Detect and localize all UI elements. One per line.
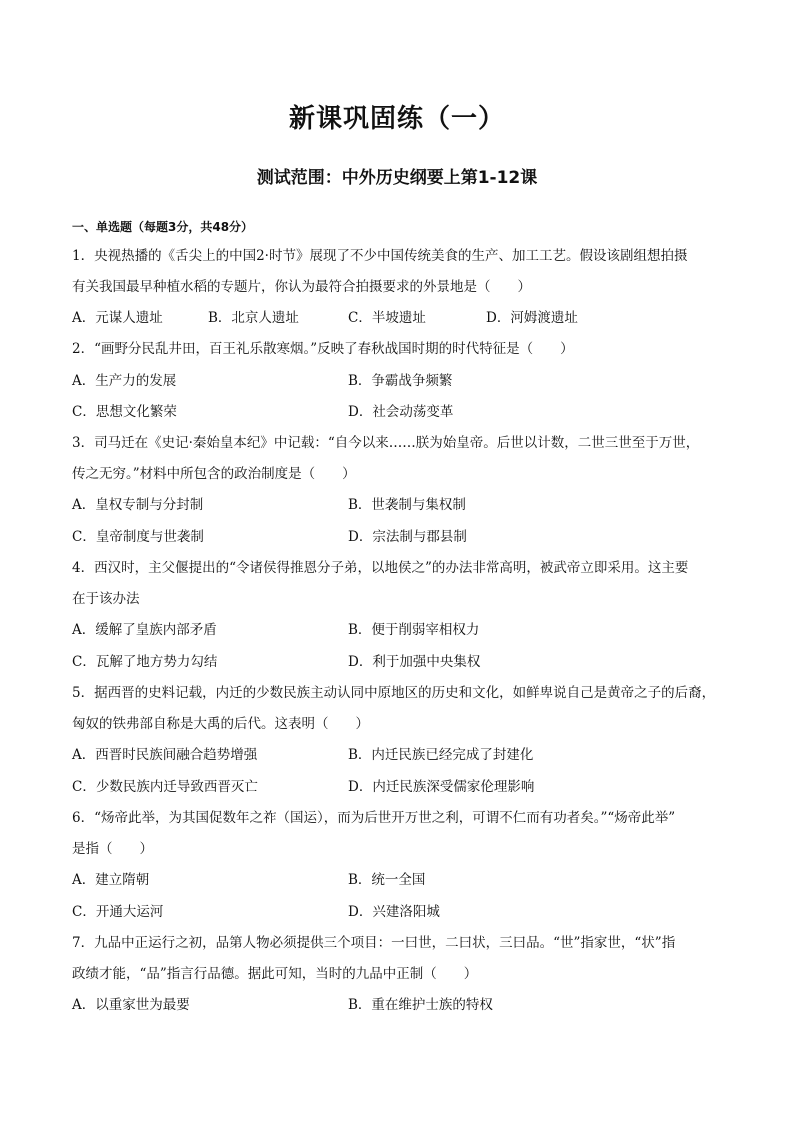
question-7-line-2: 政绩才能，“品”指言行品德。据此可知，当时的九品中正制（ ） <box>72 966 478 982</box>
question-4-options-row-2 <box>72 650 732 670</box>
option-a: A．建立隋朝 <box>72 872 150 888</box>
page-title: 新课巩固练（一） <box>288 104 505 134</box>
question-3-line-1: 3．司马迁在《史记·秦始皇本纪》中记载：“自今以来……朕为始皇帝。后世以计数，二世三世至于万世， <box>72 435 700 451</box>
option-d: D．河姆渡遗址 <box>486 310 578 326</box>
option-b: B．内迁民族已经完成了封建化 <box>348 747 534 763</box>
option-b: B．北京人遗址 <box>208 310 299 326</box>
question-5-options-row-1 <box>72 743 732 763</box>
question-6-line-2: 是指（ ） <box>72 841 153 857</box>
question-1-options <box>72 306 732 326</box>
option-a: A．缓解了皇族内部矛盾 <box>72 622 217 638</box>
question-4-line-1: 4．西汉时，主父偃提出的“令诸侯得推恩分子弟，以地侯之”的办法非常高明，被武帝立即采用。这主要 <box>72 560 689 576</box>
question-5-line-1: 5．据西晋的史料记载，内迁的少数民族主动认同中原地区的历史和文化，如鲜卑说自己是黄帝之子的后裔， <box>72 685 716 701</box>
question-5-options-row-2 <box>72 775 732 795</box>
section-heading: 一、单选题（每题3分，共48分） <box>72 220 254 234</box>
question-5-line-2: 匈奴的铁弗部自称是大禹的后代。这表明（ ） <box>72 716 369 732</box>
option-c: C．少数民族内迁导致西晋灭亡 <box>72 779 258 795</box>
option-a: A．以重家世为最要 <box>72 997 190 1013</box>
option-a: A．生产力的发展 <box>72 373 177 389</box>
option-a: A．西晋时民族间融合趋势增强 <box>72 747 258 763</box>
question-7-options-row-1 <box>72 993 732 1013</box>
question-2-line-1: 2．“画野分民乱井田，百王礼乐散寒烟。”反映了春秋战国时期的时代特征是（ ） <box>72 341 574 357</box>
page-subtitle: 测试范围：中外历史纲要上第1-12课 <box>256 168 538 188</box>
question-1-line-1: 1．央视热播的《舌尖上的中国2·时节》展现了不少中国传统美食的生产、加工工艺。假设该剧组想拍摄 <box>72 248 688 264</box>
option-c: C．半坡遗址 <box>348 310 426 326</box>
option-d: D．社会动荡变革 <box>348 404 454 420</box>
option-d: D．兴建洛阳城 <box>348 904 440 920</box>
option-b: B．世袭制与集权制 <box>348 497 466 513</box>
question-3-line-2: 传之无穷。”材料中所包含的政治制度是（ ） <box>72 466 356 482</box>
option-c: C．思想文化繁荣 <box>72 404 177 420</box>
option-b: B．争霸战争频繁 <box>348 373 453 389</box>
question-6-options-row-1 <box>72 868 732 888</box>
question-4-line-2: 在于该办法 <box>72 591 140 607</box>
question-2-options-row-2 <box>72 400 732 420</box>
question-6-line-1: 6．“炀帝此举，为其国促数年之祚（国运），而为后世开万世之利，可谓不仁而有功者矣。”“炀帝此举” <box>72 810 676 826</box>
option-b: B．重在维护士族的特权 <box>348 997 493 1013</box>
option-d: D．内迁民族深受儒家伦理影响 <box>348 779 535 795</box>
question-7-line-1: 7．九品中正运行之初，品第人物必须提供三个项目：一曰世，二曰状，三曰品。“世”指家世，“状”指 <box>72 935 676 951</box>
question-1-line-2: 有关我国最早种植水稻的专题片，你认为最符合拍摄要求的外景地是（ ） <box>72 279 531 295</box>
question-4-options-row-1 <box>72 618 732 638</box>
option-d: D．宗法制与郡县制 <box>348 529 467 545</box>
question-2-options-row-1 <box>72 369 732 389</box>
option-c: C．开通大运河 <box>72 904 164 920</box>
option-a: A．皇权专制与分封制 <box>72 497 204 513</box>
question-6-options-row-2 <box>72 900 732 920</box>
option-a: A．元谋人遗址 <box>72 310 163 326</box>
question-3-options-row-2 <box>72 525 732 545</box>
option-c: C．皇帝制度与世袭制 <box>72 529 204 545</box>
option-b: B．统一全国 <box>348 872 426 888</box>
option-b: B．便于削弱宰相权力 <box>348 622 480 638</box>
question-3-options-row-1 <box>72 493 732 513</box>
option-d: D．利于加强中央集权 <box>348 654 481 670</box>
option-c: C．瓦解了地方势力勾结 <box>72 654 218 670</box>
